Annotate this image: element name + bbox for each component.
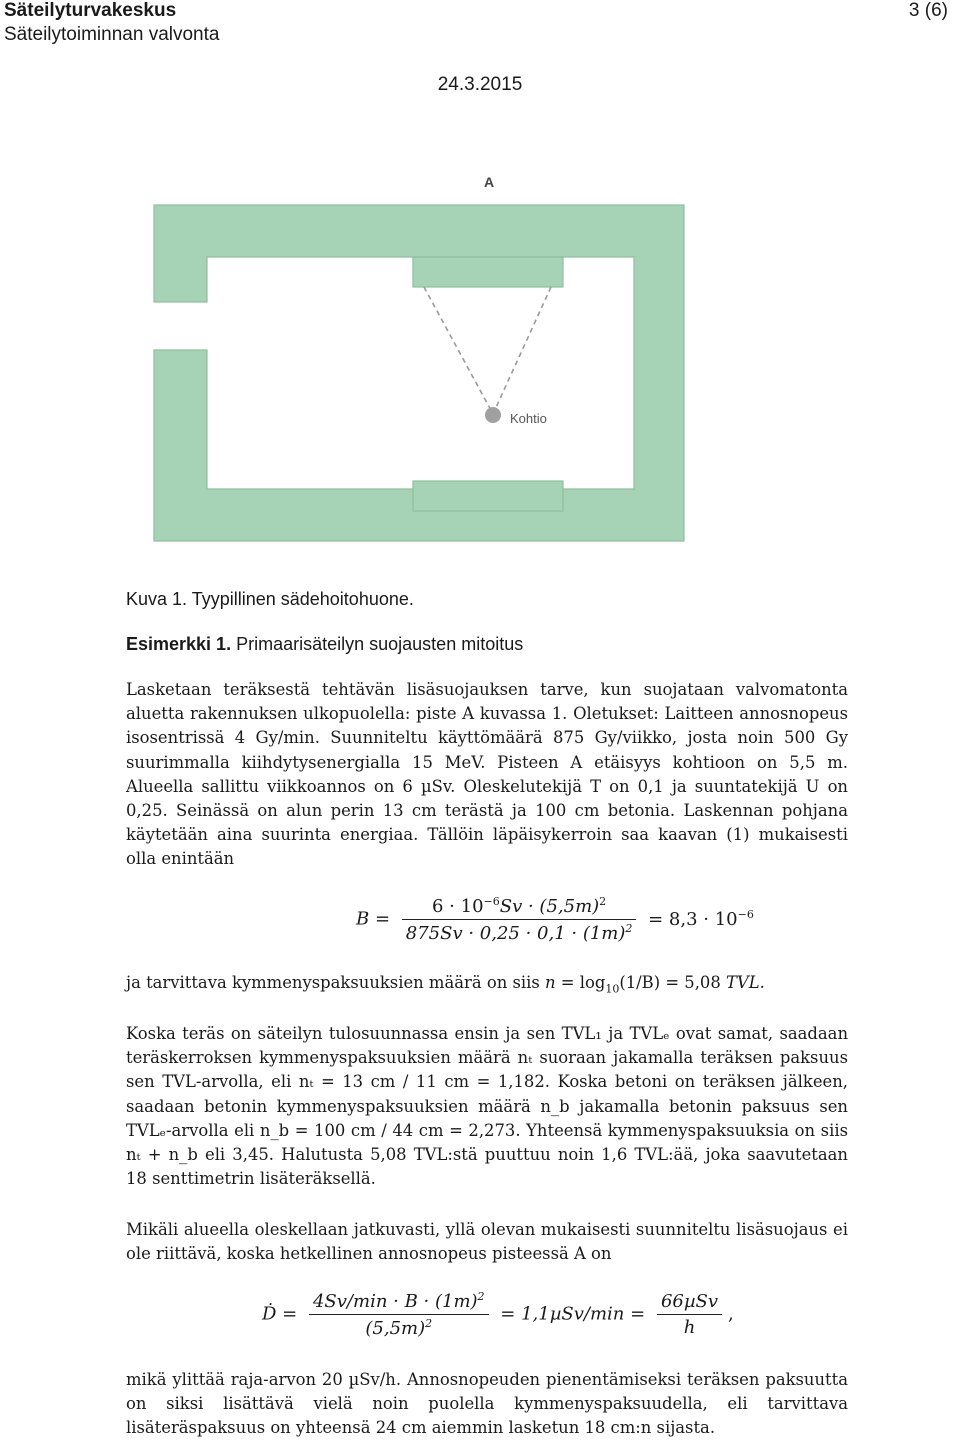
tvl-count-line: ja tarvittava kymmenyspaksuuksien määrä on siis $n = \log_{10}(1/B) = 5,08$ TVL.	[126, 973, 765, 996]
eq2-numerator: $4Sv/\min \cdot B \cdot (1m)^2$	[309, 1290, 489, 1315]
treatment-room-diagram	[120, 165, 700, 565]
organization-name: Säteilyturvakeskus	[4, 0, 177, 21]
equation-dose-rate	[262, 1290, 734, 1339]
eq2-lhs: Ḋ =	[262, 1303, 298, 1325]
example-heading	[126, 634, 523, 655]
page-number: 3 (6)	[908, 0, 948, 21]
figure-caption: Kuva 1. Tyypillinen sädehoitohuone.	[126, 589, 414, 609]
target-point	[485, 407, 501, 423]
eq1-rhs: = $8,3 \cdot 10^{-6}$	[648, 907, 754, 930]
paragraph-assumptions: Lasketaan teräksestä tehtävän lisäsuojauksen tarve, kun suojataan valvomatonta aluetta rakennuksen ulkopuolella: piste A kuvassa 1. Oletukset: Laitteen annosnopeus isosentrissä 4 Gy/min. Suunniteltu käyttömäärä 875 Gy/viikko, josta noin 500 Gy suurimmalla kiihdytysenergialla 15 MeV. Pisteen A etäisyys kohtioon on 5,5 m. Alueella sallittu viikkoannos on 6 µSv. Oleskelutekijä T on 0,1 ja suuntatekijä U on 0,25. Seinässä on alun perin 13 cm terästä ja 100 cm betonia. Laskennan pohjana käytetään aina suurinta energiaa. Tällöin läpäisykerroin saa kaavan (1) mukaisesti olla enintään	[126, 680, 848, 869]
eq1-lhs: B =	[356, 908, 391, 930]
beam-edge-right	[493, 287, 551, 414]
paragraph-dose-rate: Mikäli alueella oleskellaan jatkuvasti, yllä olevan mukaisesti suunniteltu lisäsuojaus ei ole riittävä, koska hetkellinen annosnopeus pisteessä A on	[126, 1220, 848, 1264]
beam-edge-left	[424, 287, 493, 414]
eq2-denominator-hourly: h	[683, 1317, 696, 1338]
eq2-numerator-hourly: 66µSv	[657, 1291, 722, 1315]
label-target: Kohtio	[510, 411, 547, 426]
eq2-tail: ,	[728, 1303, 734, 1325]
eq2-fraction	[309, 1290, 489, 1339]
example-title: Primaarisäteilyn suojausten mitoitus	[236, 634, 524, 654]
eq1-numerator: $6 \cdot 10^{-6}Sv \cdot (5,5m)^2$	[402, 895, 637, 920]
eq1-fraction	[402, 895, 637, 944]
equation-transmission	[356, 895, 754, 944]
example-label: Esimerkki 1.	[126, 634, 232, 654]
paragraph-tvl-calculation: Koska teräs on säteilyn tulosuunnassa ensin ja sen TVL₁ ja TVLₑ ovat samat, saadaan teräskerroksen kymmenyspaksuuksien määrä nₜ suoraan jakamalla teräksen paksuus sen TVL-arvolla, eli nₜ = 13 cm / 11 cm = 1,182. Koska betoni on teräksen jälkeen, saadaan betonin kymmenyspaksuuksien määrä n_b jakamalla betonin paksuus sen TVLₑ-arvolla eli n_b = 100 cm / 44 cm = 2,273. Yhteensä kymmenyspaksuuksia on siis nₜ + n_b eli 3,45. Halutusta 5,08 TVL:stä puuttuu noin 1,6 TVL:ää, joka saavutetaan 18 senttimetrin lisäteräksellä.	[126, 1024, 848, 1189]
eq2-denominator: $(5,5m)^2$	[365, 1317, 433, 1339]
bottom-primary-barrier	[413, 481, 563, 511]
eq1-denominator: $875Sv \cdot 0,25 \cdot 0,1 \cdot (1m)^2$	[405, 922, 633, 944]
eq2-fraction-hourly	[657, 1291, 722, 1338]
department-name: Säteilytoiminnan valvonta	[4, 24, 220, 45]
eq2-middle: = 1,1µSv/min =	[500, 1303, 646, 1325]
top-primary-barrier	[413, 257, 563, 287]
label-point-a: A	[484, 174, 495, 190]
document-date: 24.3.2015	[437, 74, 523, 95]
paragraph-conclusion: mikä ylittää raja-arvon 20 µSv/h. Annosnopeuden pienentämiseksi teräksen paksuutta on siksi lisättävä vielä noin puolella kymmenyspaksuudella, eli tarvittava lisäteräspaksuus on yhteensä 24 cm aiemmin lasketun 18 cm:n sijasta.	[126, 1370, 848, 1438]
